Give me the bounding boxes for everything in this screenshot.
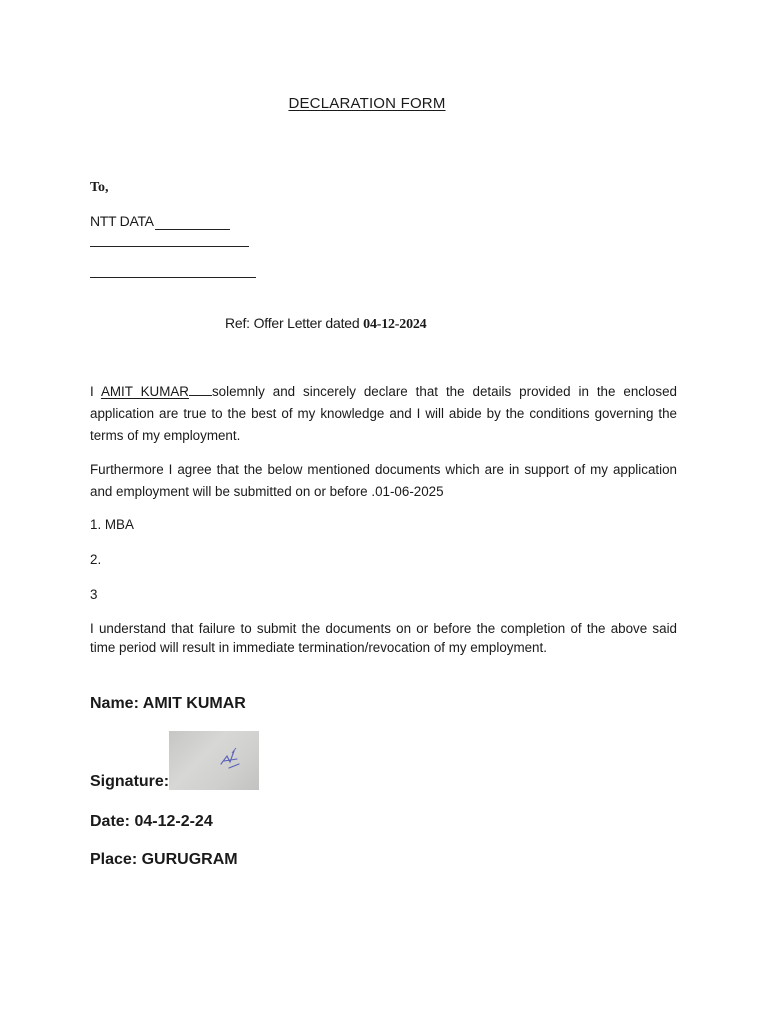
reference-prefix: Ref: Offer Letter dated (225, 315, 364, 331)
form-title: DECLARATION FORM (288, 95, 446, 112)
name-field: Name: AMIT KUMAR (90, 695, 246, 712)
address-blank-line-2 (90, 246, 249, 247)
reference-line (225, 315, 426, 333)
declaration-prefix: I (90, 384, 101, 399)
signature-scribble-icon (169, 731, 259, 790)
declarant-name-blank (189, 383, 212, 396)
signature-image (169, 731, 259, 790)
reference-date: 04-12-2024 (363, 317, 427, 332)
address-blank-line-3 (90, 277, 256, 278)
addressee-blank-line (155, 229, 230, 230)
place-field: Place: GURUGRAM (90, 851, 238, 868)
date-field: Date: 04-12-2-24 (90, 813, 213, 830)
addressee: NTT DATA (90, 213, 154, 229)
signature-label: Signature: (90, 773, 170, 790)
to-label: To, (90, 180, 109, 195)
termination-paragraph: I understand that failure to submit the documents on or before the completion of the above said time period will result in immediate termination/revocation of my employment. (90, 621, 677, 655)
declaration-paragraph (90, 381, 677, 446)
declarant-name: AMIT KUMAR (100, 384, 189, 399)
declaration-text: solemnly and sincerely declare that the details provided in the enclosed application are true to the best of my knowledge and I will abide by the conditions governing the terms of my employment. (90, 384, 677, 443)
documents-paragraph: Furthermore I agree that the below mentioned documents which are in support of my application and employment will be submitted on or before .01-06-2025 (90, 462, 677, 499)
document-item-2: 2. (90, 552, 102, 567)
document-item-3: 3 (90, 587, 98, 602)
document-item-1: 1. MBA (90, 517, 134, 532)
